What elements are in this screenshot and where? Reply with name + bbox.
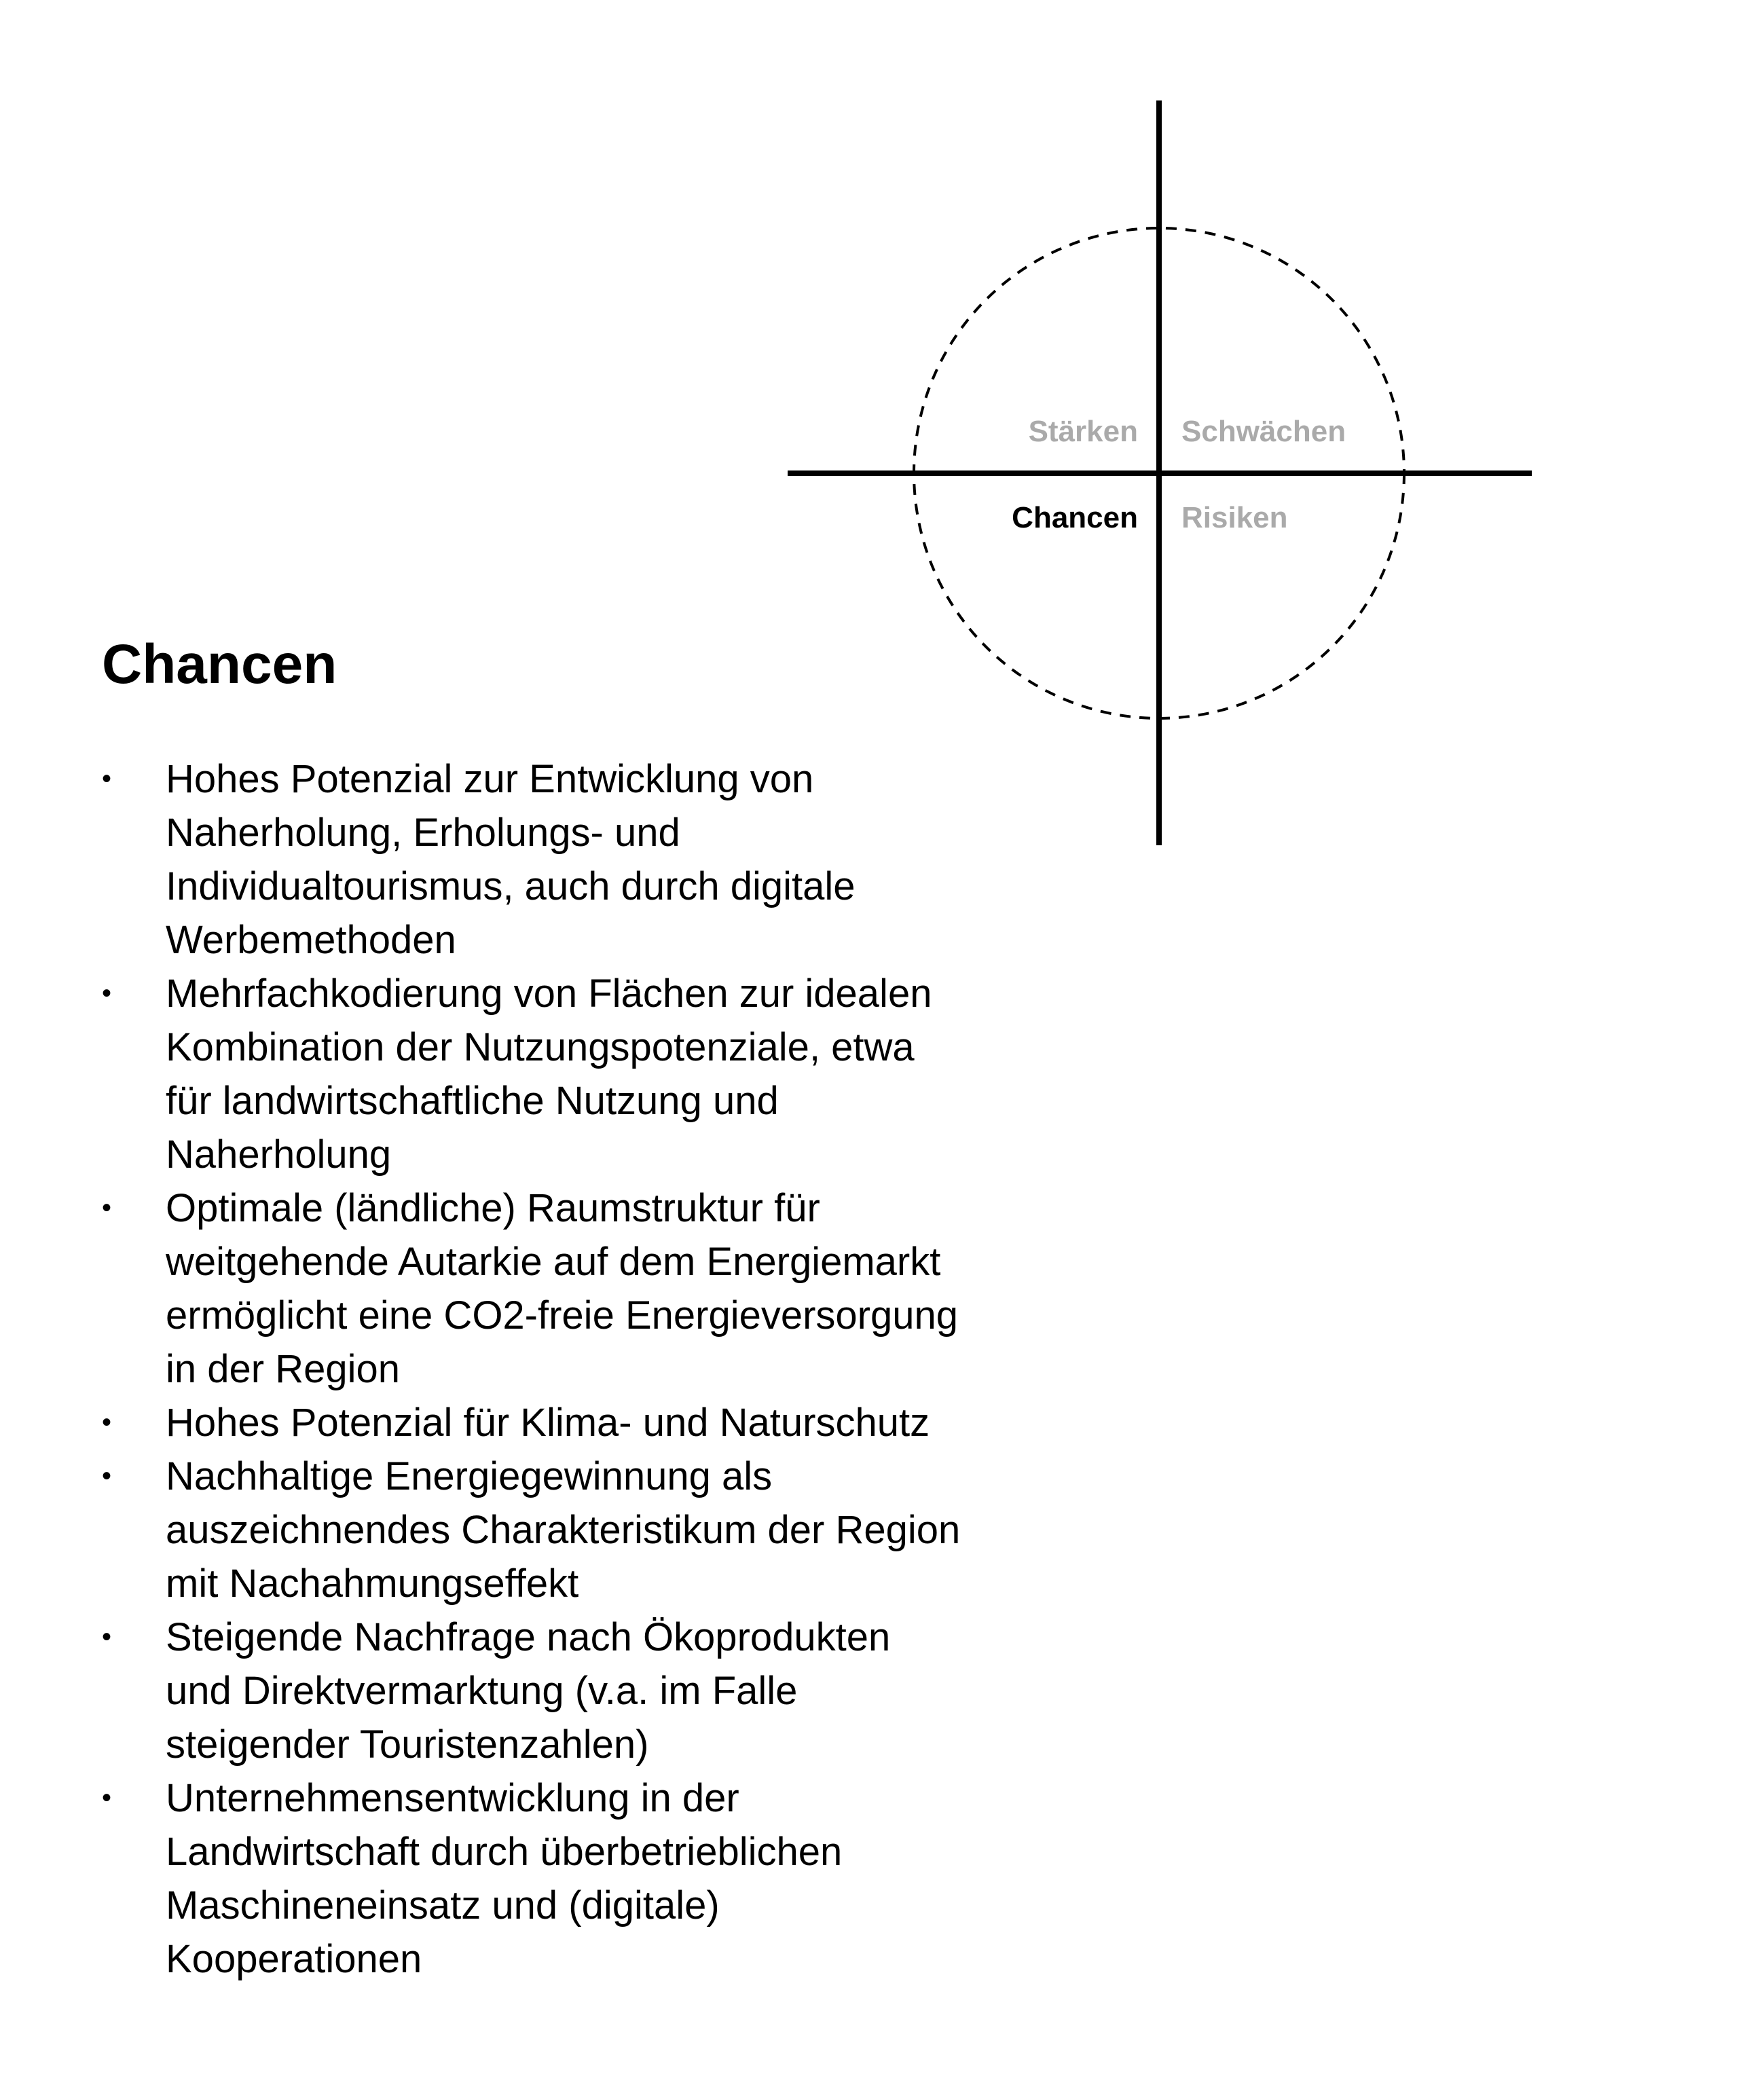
list-item-text: Mehrfachkodierung von Flächen zur idealen Kombination der Nutzungspotenziale, etwa für landwirtschaftliche Nutzung und Naherholung — [166, 972, 932, 1177]
bullet-icon: • — [102, 1407, 112, 1437]
quadrant-label-schwaechen: Schwächen — [1181, 415, 1346, 448]
bullet-icon: • — [102, 978, 112, 1008]
quadrant-label-risiken: Risiken — [1181, 501, 1288, 534]
bullet-icon: • — [102, 1461, 112, 1491]
list-item-text: Unternehmensentwicklung in der Landwirtschaft durch überbetrieblichen Maschineneinsatz und (digitale) Kooperationen — [166, 1776, 843, 1981]
quadrant-label-staerken: Stärken — [1028, 415, 1138, 448]
bullet-icon: • — [102, 1622, 112, 1652]
list-item — [102, 967, 967, 1181]
list-item — [102, 1181, 967, 1396]
bullet-icon: • — [102, 764, 112, 794]
swot-diagram — [0, 0, 1764, 883]
list-item-text: Hohes Potenzial zur Entwicklung von Naherholung, Erholungs- und Individualtourismus, auch durch digitale Werbemethoden — [166, 757, 856, 962]
list-item — [102, 1771, 967, 1986]
list-item — [102, 1396, 967, 1450]
bullet-icon: • — [102, 1783, 112, 1813]
list-item — [102, 1450, 967, 1610]
bullet-icon: • — [102, 1193, 112, 1223]
list-item-text: Nachhaltige Energiegewinnung als auszeichnendes Charakteristikum der Region mit Nachahmungseffekt — [166, 1454, 961, 1606]
list-item-text: Hohes Potenzial für Klima- und Naturschutz — [166, 1401, 930, 1445]
list-item-text: Steigende Nachfrage nach Ökoprodukten und Direktvermarktung (v.a. im Falle steigender Touristenzahlen) — [166, 1615, 891, 1767]
list-item — [102, 1610, 967, 1771]
list-item-text: Optimale (ländliche) Raumstruktur für weitgehende Autarkie auf dem Energiemarkt ermöglicht eine CO2-freie Energieversorgung in der Region — [166, 1186, 959, 1391]
section-title: Chancen — [102, 633, 337, 695]
chancen-list — [102, 752, 1052, 1986]
list-item — [102, 752, 967, 967]
quadrant-label-chancen: Chancen — [1012, 501, 1138, 534]
